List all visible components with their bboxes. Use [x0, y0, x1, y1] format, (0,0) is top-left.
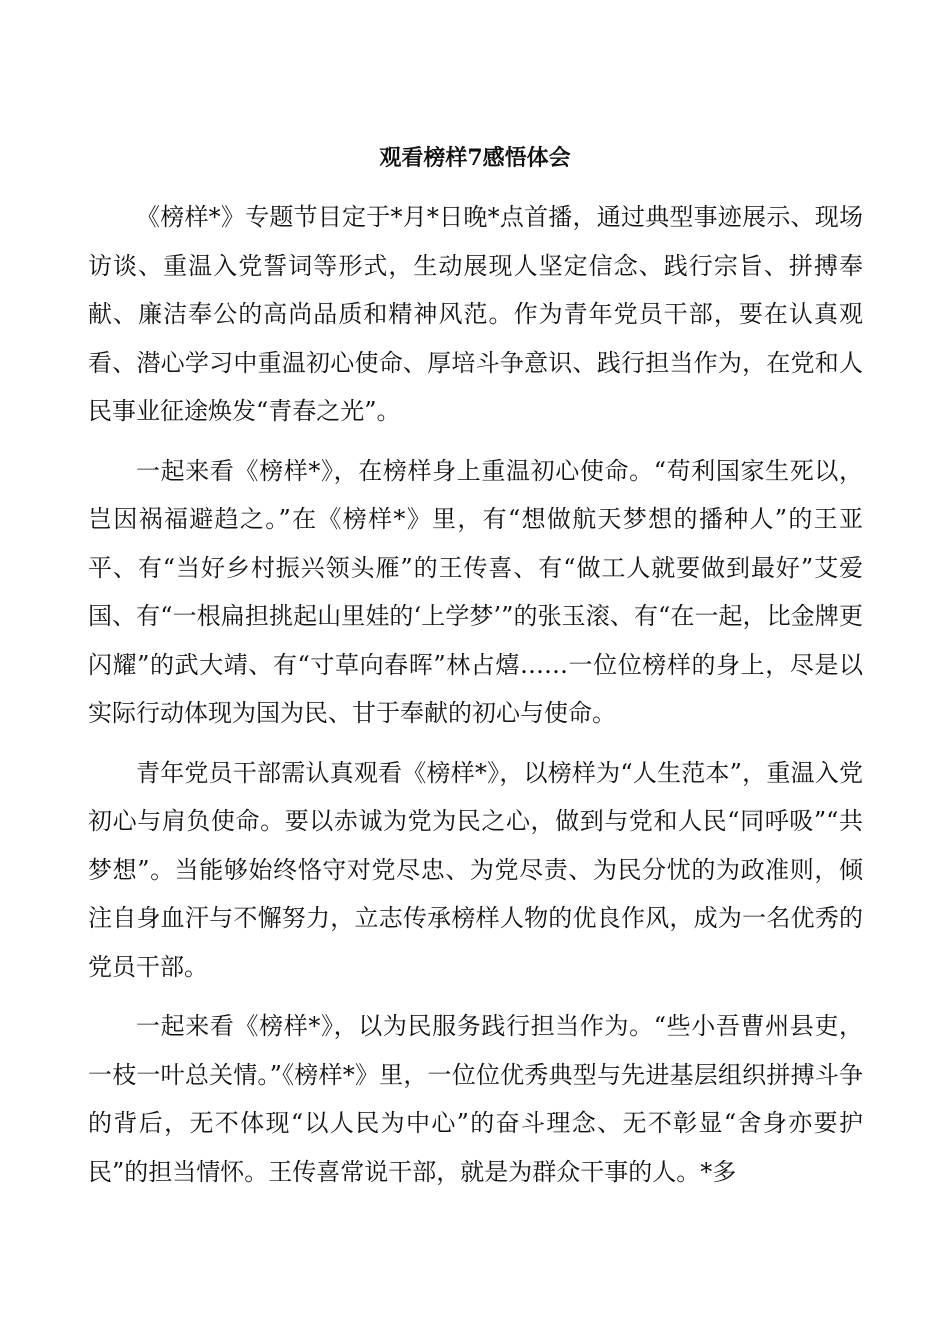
document-body — [88, 193, 863, 1207]
paragraph: 青年党员干部需认真观看《榜样*》，以榜样为“人生范本”，重温入党初心与肩负使命。要以赤诚为党为民之心，做到与党和人民“同呼吸”“共梦想”。当能够始终恪守对党尽忠、为党尽责、为民分忧的为政准则，倾注自身血汗与不懈努力，立志传承榜样人物的优良作风，成为一名优秀的党员干部。 — [88, 758, 863, 981]
paragraph: 《榜样*》专题节目定于*月*日晚*点首播，通过典型事迹展示、现场访谈、重温入党誓词等形式，生动展现人坚定信念、践行宗旨、拼搏奉献、廉洁奉公的高尚品质和精神风范。作为青年党员干部，要在认真观看、潜心学习中重温初心使命、厚培斗争意识、践行担当作为，在党和人民事业征途焕发“青春之光”。 — [88, 203, 863, 425]
paragraph: 一起来看《榜样*》，以为民服务践行担当作为。“些小吾曹州县吏，一枝一叶总关情。”《榜样*》里，一位位优秀典型与先进基层组织拼搏斗争的背后，无不体现“以人民为中心”的奋斗理念、无不彰显“舍身亦要护民”的担当情怀。王传喜常说干部，就是为群众干事的人。*多 — [88, 1012, 863, 1186]
paragraph: 一起来看《榜样*》，在榜样身上重温初心使命。“苟利国家生死以，岂因祸福避趋之。”在《榜样*》里，有“想做航天梦想的播种人”的王亚平、有“当好乡村振兴领头雁”的王传喜、有“做工人就要做到最好”艾爱国、有“一根扁担挑起山里娃的‘上学梦’”的张玉滚、有“在一起，比金牌更闪耀”的武大靖、有“寸草向春晖”林占熺……一位位榜样的身上，尽是以实际行动体现为国为民、甘于奉献的初心与使命。 — [88, 456, 863, 727]
document-title: 观看榜样7感悟体会 — [379, 145, 571, 171]
